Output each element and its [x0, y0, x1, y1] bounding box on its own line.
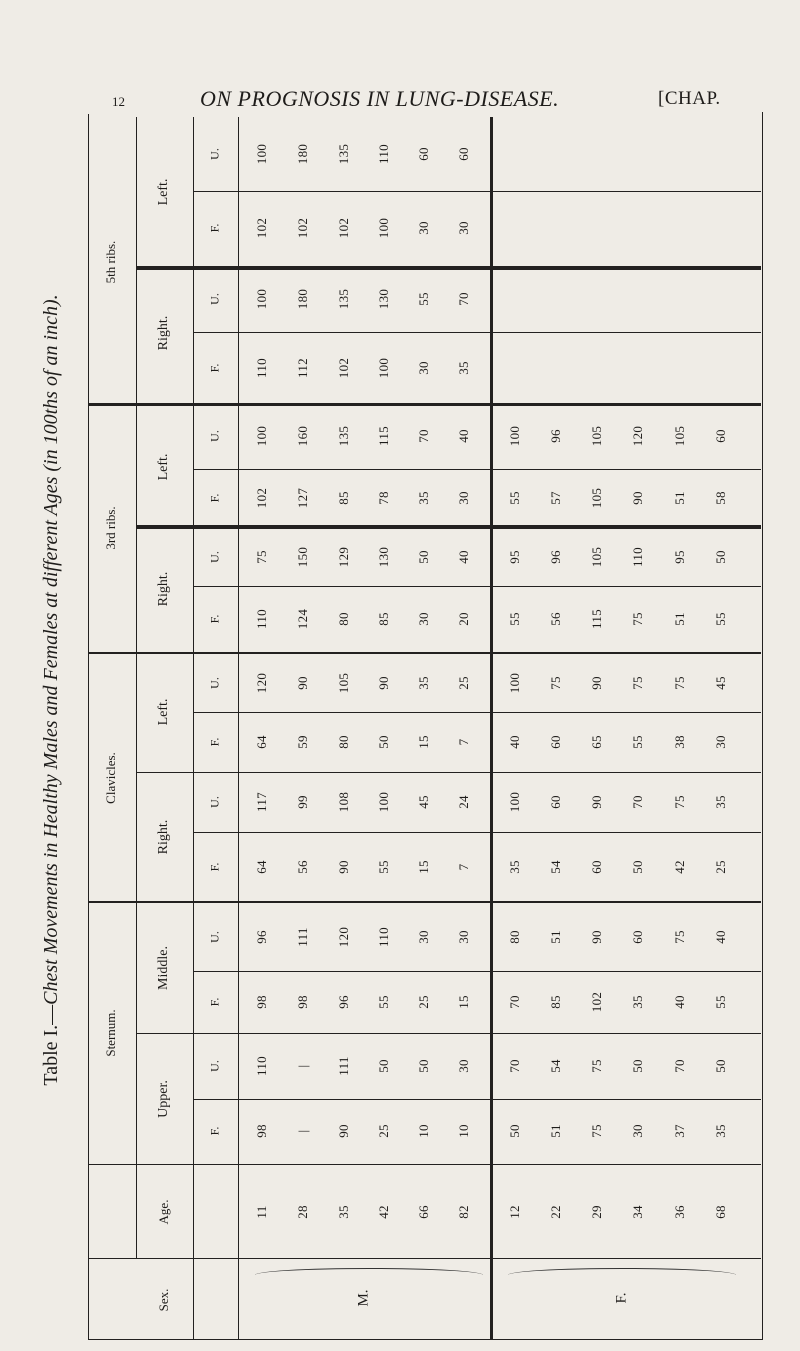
table-cell: 28 [295, 1205, 310, 1219]
table-cell: 55 [713, 995, 728, 1009]
table-cell: 12 [507, 1205, 522, 1219]
sex-female: F. [613, 1292, 630, 1304]
table-label: Table I.— [40, 1004, 62, 1086]
table-cell: 120 [630, 425, 645, 447]
table-cell: 11 [254, 1205, 269, 1219]
table-cell: 102 [589, 991, 604, 1013]
col-label-f: F. [207, 737, 222, 747]
table-cell: 42 [672, 860, 687, 874]
table-cell: 99 [295, 795, 310, 809]
table-cell: 25 [456, 676, 471, 690]
table-cell: 30 [416, 612, 431, 626]
table-cell: 78 [376, 491, 391, 505]
table-cell: 90 [336, 860, 351, 874]
table-cell: 40 [507, 735, 522, 749]
table-cell: 90 [589, 676, 604, 690]
subgroup-sternum-upper: Upper. [156, 1080, 171, 1118]
table-cell: 10 [456, 1124, 471, 1138]
table-cell: 115 [376, 426, 391, 446]
table-cell: 51 [548, 1124, 563, 1138]
table-cell: 55 [376, 860, 391, 874]
table-cell: 55 [507, 491, 522, 505]
col-label-u: U. [207, 1060, 222, 1072]
table-cell: 45 [713, 676, 728, 690]
group-label-sex: Sex. [156, 1288, 171, 1312]
table-cell: 25 [713, 860, 728, 874]
table-cell: 102 [254, 487, 269, 509]
male-brace [255, 1268, 483, 1275]
table-cell: 54 [548, 860, 563, 874]
col-label-u: U. [207, 931, 222, 943]
table-cell: 105 [589, 546, 604, 568]
table-cell: 35 [630, 995, 645, 1009]
table-cell: 75 [630, 612, 645, 626]
sex-male: M. [355, 1289, 372, 1307]
table-cell: 60 [713, 429, 728, 443]
table-cell: 56 [295, 860, 310, 874]
table-cell: 127 [295, 487, 310, 509]
table-cell: 35 [336, 1205, 351, 1219]
table-cell: | [295, 1064, 310, 1068]
table-cell: 75 [589, 1124, 604, 1138]
table-cell: 57 [548, 491, 563, 505]
table-cell: 65 [589, 735, 604, 749]
table-cell: 180 [295, 288, 310, 310]
table-cell: 98 [254, 995, 269, 1009]
table-cell: 20 [456, 612, 471, 626]
table-cell: 70 [672, 1059, 687, 1073]
table-cell: 111 [336, 1056, 351, 1076]
table-cell: 30 [416, 221, 431, 235]
table-cell: 50 [416, 550, 431, 564]
table-cell: 100 [507, 425, 522, 447]
table-cell: 112 [295, 358, 310, 378]
table-cell: 55 [713, 612, 728, 626]
table-cell: 51 [548, 930, 563, 944]
subgroup-clavicles-left: Left. [156, 698, 171, 726]
table-cell: 100 [376, 217, 391, 239]
col-label-u: U. [207, 148, 222, 160]
table-cell: 58 [713, 491, 728, 505]
table-cell: 95 [507, 550, 522, 564]
table-cell: 35 [416, 676, 431, 690]
table-cell: 75 [254, 550, 269, 564]
table-cell: 40 [713, 930, 728, 944]
table-cell: 100 [254, 288, 269, 310]
table-cell: 160 [295, 425, 310, 447]
table-cell: 110 [376, 144, 391, 164]
table-cell: 35 [713, 795, 728, 809]
subgroup-5th-ribs-right: Right. [156, 315, 171, 351]
table-cell: 60 [456, 147, 471, 161]
table-cell: 60 [589, 860, 604, 874]
table-cell: 50 [376, 1059, 391, 1073]
col-label-u: U. [207, 293, 222, 305]
col-label-f: F. [207, 363, 222, 373]
table-caption [40, 90, 64, 1290]
table-cell: 90 [589, 930, 604, 944]
table-cell: 82 [456, 1205, 471, 1219]
table-cell: 30 [456, 221, 471, 235]
table-cell: 50 [713, 1059, 728, 1073]
table-cell: 29 [589, 1205, 604, 1219]
table-cell: 50 [416, 1059, 431, 1073]
table-cell: 15 [416, 860, 431, 874]
table-cell: 64 [254, 735, 269, 749]
table-cell: 90 [630, 491, 645, 505]
table-cell: 108 [336, 791, 351, 813]
table-cell: 96 [548, 550, 563, 564]
table-cell: 110 [254, 609, 269, 629]
col-label-u: U. [207, 551, 222, 563]
table-cell: 60 [548, 735, 563, 749]
table-cell: 130 [376, 546, 391, 568]
table-cell: 34 [630, 1205, 645, 1219]
table-cell: 60 [548, 795, 563, 809]
col-label-f: F. [207, 614, 222, 624]
table-cell: 135 [336, 425, 351, 447]
table-cell: 100 [376, 791, 391, 813]
table-cell: 35 [456, 361, 471, 375]
table-cell: 24 [456, 795, 471, 809]
table-cell: 50 [713, 550, 728, 564]
table-cell: 22 [548, 1205, 563, 1219]
table-cell: | [295, 1129, 310, 1133]
table-cell: 30 [416, 930, 431, 944]
table-cell: 85 [548, 995, 563, 1009]
table-cell: 110 [630, 547, 645, 567]
table-cell: 129 [336, 546, 351, 568]
table-cell: 120 [336, 926, 351, 948]
table-cell: 56 [548, 612, 563, 626]
subgroup-5th-ribs-left: Left. [156, 178, 171, 206]
table-cell: 68 [713, 1205, 728, 1219]
table-cell: 30 [456, 491, 471, 505]
col-label-u: U. [207, 430, 222, 442]
table-cell: 60 [630, 930, 645, 944]
table-cell: 75 [672, 676, 687, 690]
table-cell: 85 [336, 491, 351, 505]
table-cell: 60 [416, 147, 431, 161]
table-cell: 30 [456, 930, 471, 944]
group-label-sternum: Sternum. [103, 1009, 118, 1057]
table-cell: 105 [672, 425, 687, 447]
table-cell: 96 [336, 995, 351, 1009]
subgroup-clavicles-right: Right. [156, 819, 171, 855]
table-cell: 35 [713, 1124, 728, 1138]
col-label-f: F. [207, 997, 222, 1007]
table-cell: 110 [376, 927, 391, 947]
table-cell: 110 [254, 358, 269, 378]
table-cell: 110 [254, 1056, 269, 1076]
table-cell: 30 [456, 1059, 471, 1073]
table-cell: 42 [376, 1205, 391, 1219]
table-cell: 75 [672, 795, 687, 809]
col-label-f: F. [207, 1126, 222, 1136]
table-cell: 105 [589, 425, 604, 447]
table-cell: 90 [589, 795, 604, 809]
table-cell: 100 [376, 357, 391, 379]
table-cell: 40 [456, 429, 471, 443]
col-label-u: U. [207, 677, 222, 689]
table-cell: 50 [630, 860, 645, 874]
table-cell: 55 [630, 735, 645, 749]
table-cell: 80 [336, 735, 351, 749]
table-cell: 70 [507, 1059, 522, 1073]
table-cell: 15 [456, 995, 471, 1009]
table-cell: 40 [456, 550, 471, 564]
table-cell: 7 [456, 738, 471, 746]
table-cell: 70 [507, 995, 522, 1009]
table-cell: 135 [336, 143, 351, 165]
subgroup-3rd-ribs-right: Right. [156, 571, 171, 607]
table-cell: 75 [672, 930, 687, 944]
table-cell: 102 [336, 217, 351, 239]
table-cell: 51 [672, 612, 687, 626]
page-number: 12 [112, 94, 125, 109]
group-label-clavicles: Clavicles. [103, 752, 118, 804]
table-cell: 105 [589, 487, 604, 509]
table-cell: 135 [336, 288, 351, 310]
subgroup-3rd-ribs-left: Left. [156, 453, 171, 481]
subgroup-sternum-middle: Middle. [156, 946, 171, 990]
table-cell: 35 [507, 860, 522, 874]
table-cell: 45 [416, 795, 431, 809]
table-cell: 75 [548, 676, 563, 690]
table-cell: 124 [295, 608, 310, 630]
table-cell: 40 [672, 995, 687, 1009]
table-cell: 36 [672, 1205, 687, 1219]
group-label-5th-ribs: 5th ribs. [103, 240, 118, 284]
table-cell: 70 [416, 429, 431, 443]
table-cell: 70 [630, 795, 645, 809]
table-cell: 90 [336, 1124, 351, 1138]
table-cell: 98 [295, 995, 310, 1009]
table-cell: 30 [630, 1124, 645, 1138]
table-cell: 70 [456, 292, 471, 306]
table-cell: 10 [416, 1124, 431, 1138]
col-label-u: U. [207, 796, 222, 808]
table-cell: 117 [254, 792, 269, 812]
table-cell: 96 [548, 429, 563, 443]
table-cell: 66 [416, 1205, 431, 1219]
table-cell: 102 [336, 357, 351, 379]
table-cell: 100 [507, 672, 522, 694]
table-cell: 50 [507, 1124, 522, 1138]
table-cell: 100 [254, 143, 269, 165]
group-label-age: Age. [156, 1199, 171, 1225]
table-cell: 38 [672, 735, 687, 749]
table-title: Chest Movements in Healthy Males and Females at different Ages (in 100ths of an inch). [40, 294, 62, 1005]
table-cell: 59 [295, 735, 310, 749]
table-cell: 102 [254, 217, 269, 239]
table-cell: 30 [416, 361, 431, 375]
running-head: ON PROGNOSIS IN LUNG-DISEASE. [200, 86, 560, 111]
table-cell: 111 [295, 927, 310, 947]
group-label-3rd-ribs: 3rd ribs. [103, 506, 118, 550]
table-cell: 55 [416, 292, 431, 306]
table-cell: 95 [672, 550, 687, 564]
table-cell: 55 [507, 612, 522, 626]
table-cell: 105 [336, 672, 351, 694]
table-cell: 100 [507, 791, 522, 813]
table-cell: 37 [672, 1124, 687, 1138]
col-label-f: F. [207, 223, 222, 233]
table-cell: 7 [456, 863, 471, 871]
table-cell: 54 [548, 1059, 563, 1073]
col-label-f: F. [207, 493, 222, 503]
table-cell: 15 [416, 735, 431, 749]
table-cell: 98 [254, 1124, 269, 1138]
table-cell: 180 [295, 143, 310, 165]
table-cell: 51 [672, 491, 687, 505]
table-cell: 115 [589, 609, 604, 629]
table-cell: 90 [376, 676, 391, 690]
table-cell: 50 [376, 735, 391, 749]
table-cell: 25 [376, 1124, 391, 1138]
table-cell: 150 [295, 546, 310, 568]
chapter-label: [CHAP. [658, 88, 721, 109]
table-cell: 90 [295, 676, 310, 690]
table-cell: 96 [254, 930, 269, 944]
table-cell: 130 [376, 288, 391, 310]
table-cell: 50 [630, 1059, 645, 1073]
table-cell: 75 [630, 676, 645, 690]
table-cell: 55 [376, 995, 391, 1009]
table-cell: 100 [254, 425, 269, 447]
table-cell: 75 [589, 1059, 604, 1073]
table-cell: 80 [507, 930, 522, 944]
table-cell: 25 [416, 995, 431, 1009]
table-cell: 120 [254, 672, 269, 694]
table-cell: 64 [254, 860, 269, 874]
table-cell: 30 [713, 735, 728, 749]
col-label-f: F. [207, 862, 222, 872]
table-cell: 85 [376, 612, 391, 626]
female-brace [508, 1268, 736, 1275]
table-cell: 80 [336, 612, 351, 626]
table-cell: 35 [416, 491, 431, 505]
table-cell: 102 [295, 217, 310, 239]
